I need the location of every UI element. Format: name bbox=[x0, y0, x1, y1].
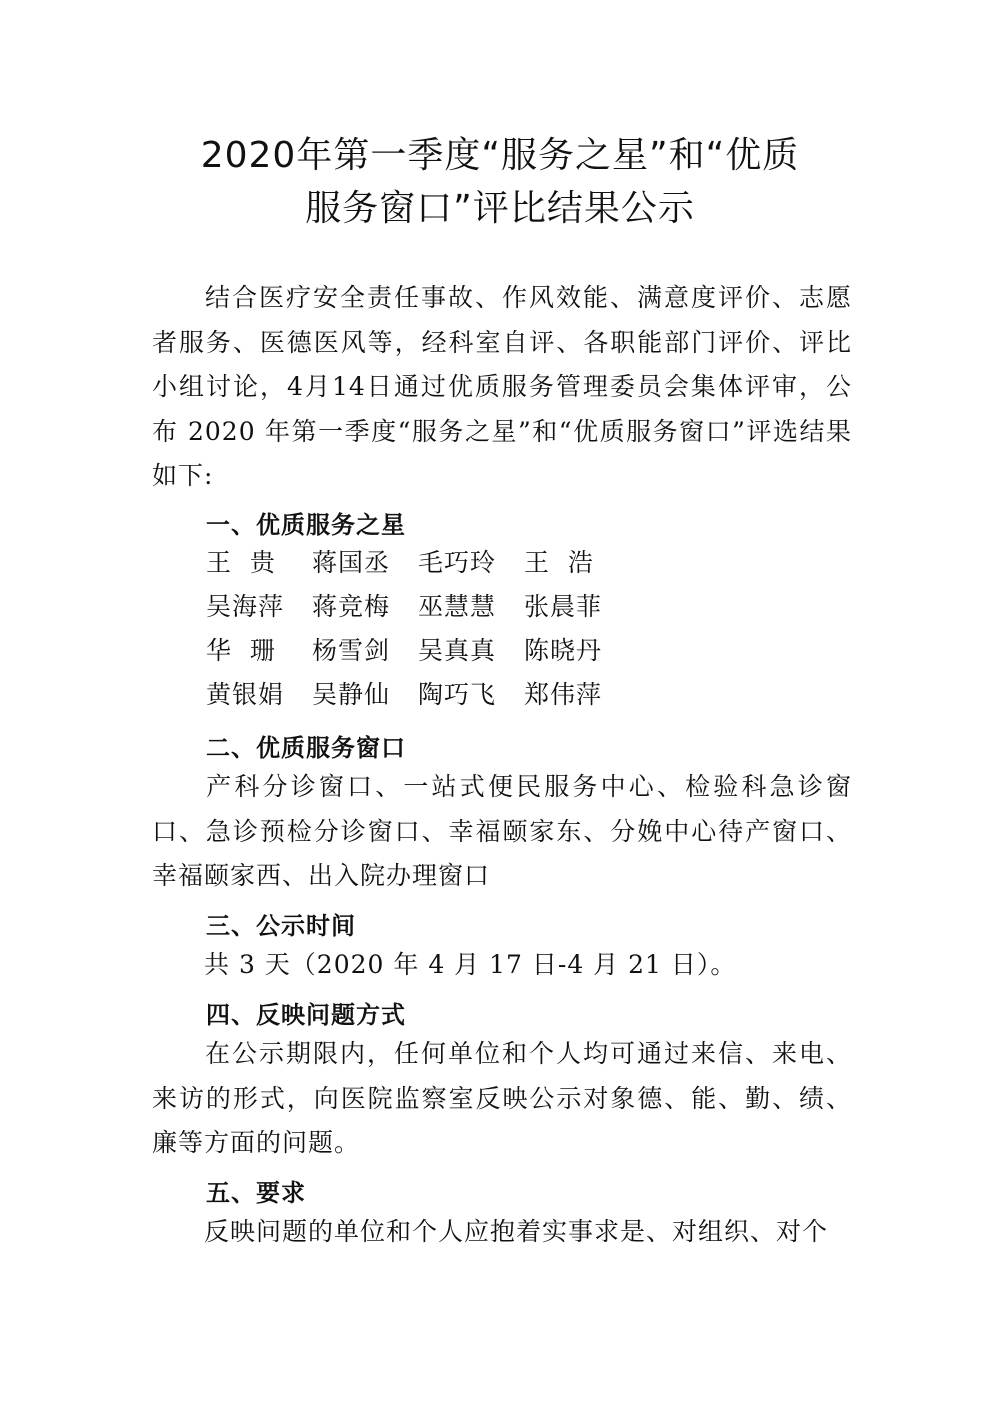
section2-heading: 二、优质服务窗口 bbox=[206, 734, 406, 762]
section3-heading: 三、公示时间 bbox=[206, 912, 356, 940]
name-row bbox=[206, 631, 630, 675]
name-row bbox=[206, 587, 630, 631]
star-name: 杨雪剑 bbox=[312, 636, 391, 665]
section3-text: 共 3 天（2020 年 4 月 17 日-4 月 21 日）。 bbox=[204, 950, 737, 979]
star-name: 王 浩 bbox=[524, 548, 594, 577]
section4-text: 在公示期限内，任何单位和个人均可通过来信、来电、来访的形式，向医院监察室反映公示对象德、能、勤、绩、廉等方面的问题。 bbox=[152, 1039, 852, 1157]
star-name: 吴海萍 bbox=[206, 592, 285, 621]
document-title-line1: 2020年第一季度“服务之星”和“优质 bbox=[200, 135, 800, 176]
section1-heading: 一、优质服务之星 bbox=[206, 511, 406, 539]
star-name: 吴静仙 bbox=[312, 680, 391, 709]
star-name: 郑伟萍 bbox=[524, 680, 603, 709]
star-name: 毛巧玲 bbox=[418, 548, 497, 577]
star-name: 蒋竞梅 bbox=[312, 592, 391, 621]
section2-text: 产科分诊窗口、一站式便民服务中心、检验科急诊窗口、急诊预检分诊窗口、幸福颐家东、分娩中心待产窗口、幸福颐家西、出入院办理窗口 bbox=[152, 772, 852, 890]
section5-paragraph bbox=[152, 1210, 852, 1255]
section5-heading: 五、要求 bbox=[206, 1179, 306, 1207]
section4-paragraph bbox=[152, 1032, 852, 1166]
star-name: 张晨菲 bbox=[524, 592, 603, 621]
section4-heading: 四、反映问题方式 bbox=[206, 1001, 406, 1029]
document-title-line2: 服务窗口”评比结果公示 bbox=[305, 188, 695, 229]
star-name: 陶巧飞 bbox=[418, 680, 497, 709]
stars-name-grid bbox=[206, 543, 630, 719]
intro-paragraph bbox=[152, 276, 852, 499]
star-name: 王 贵 bbox=[206, 548, 276, 577]
star-name: 华 珊 bbox=[206, 636, 276, 665]
name-row bbox=[206, 543, 630, 587]
section3-paragraph bbox=[152, 943, 852, 988]
intro-text: 结合医疗安全责任事故、作风效能、满意度评价、志愿者服务、医德医风等，经科室自评、各职能部门评价、评比小组讨论，4月14日通过优质服务管理委员会集体评审，公布 2020 年第一季度“服务之星”和“优质服务窗口”评选结果如下: bbox=[152, 283, 852, 490]
section2-paragraph bbox=[152, 765, 852, 899]
star-name: 巫慧慧 bbox=[418, 592, 497, 621]
star-name: 蒋国丞 bbox=[312, 548, 391, 577]
name-row bbox=[206, 675, 630, 719]
star-name: 陈晓丹 bbox=[524, 636, 603, 665]
star-name: 黄银娟 bbox=[206, 680, 285, 709]
star-name: 吴真真 bbox=[418, 636, 497, 665]
section5-text: 反映问题的单位和个人应抱着实事求是、对组织、对个 bbox=[204, 1217, 829, 1246]
